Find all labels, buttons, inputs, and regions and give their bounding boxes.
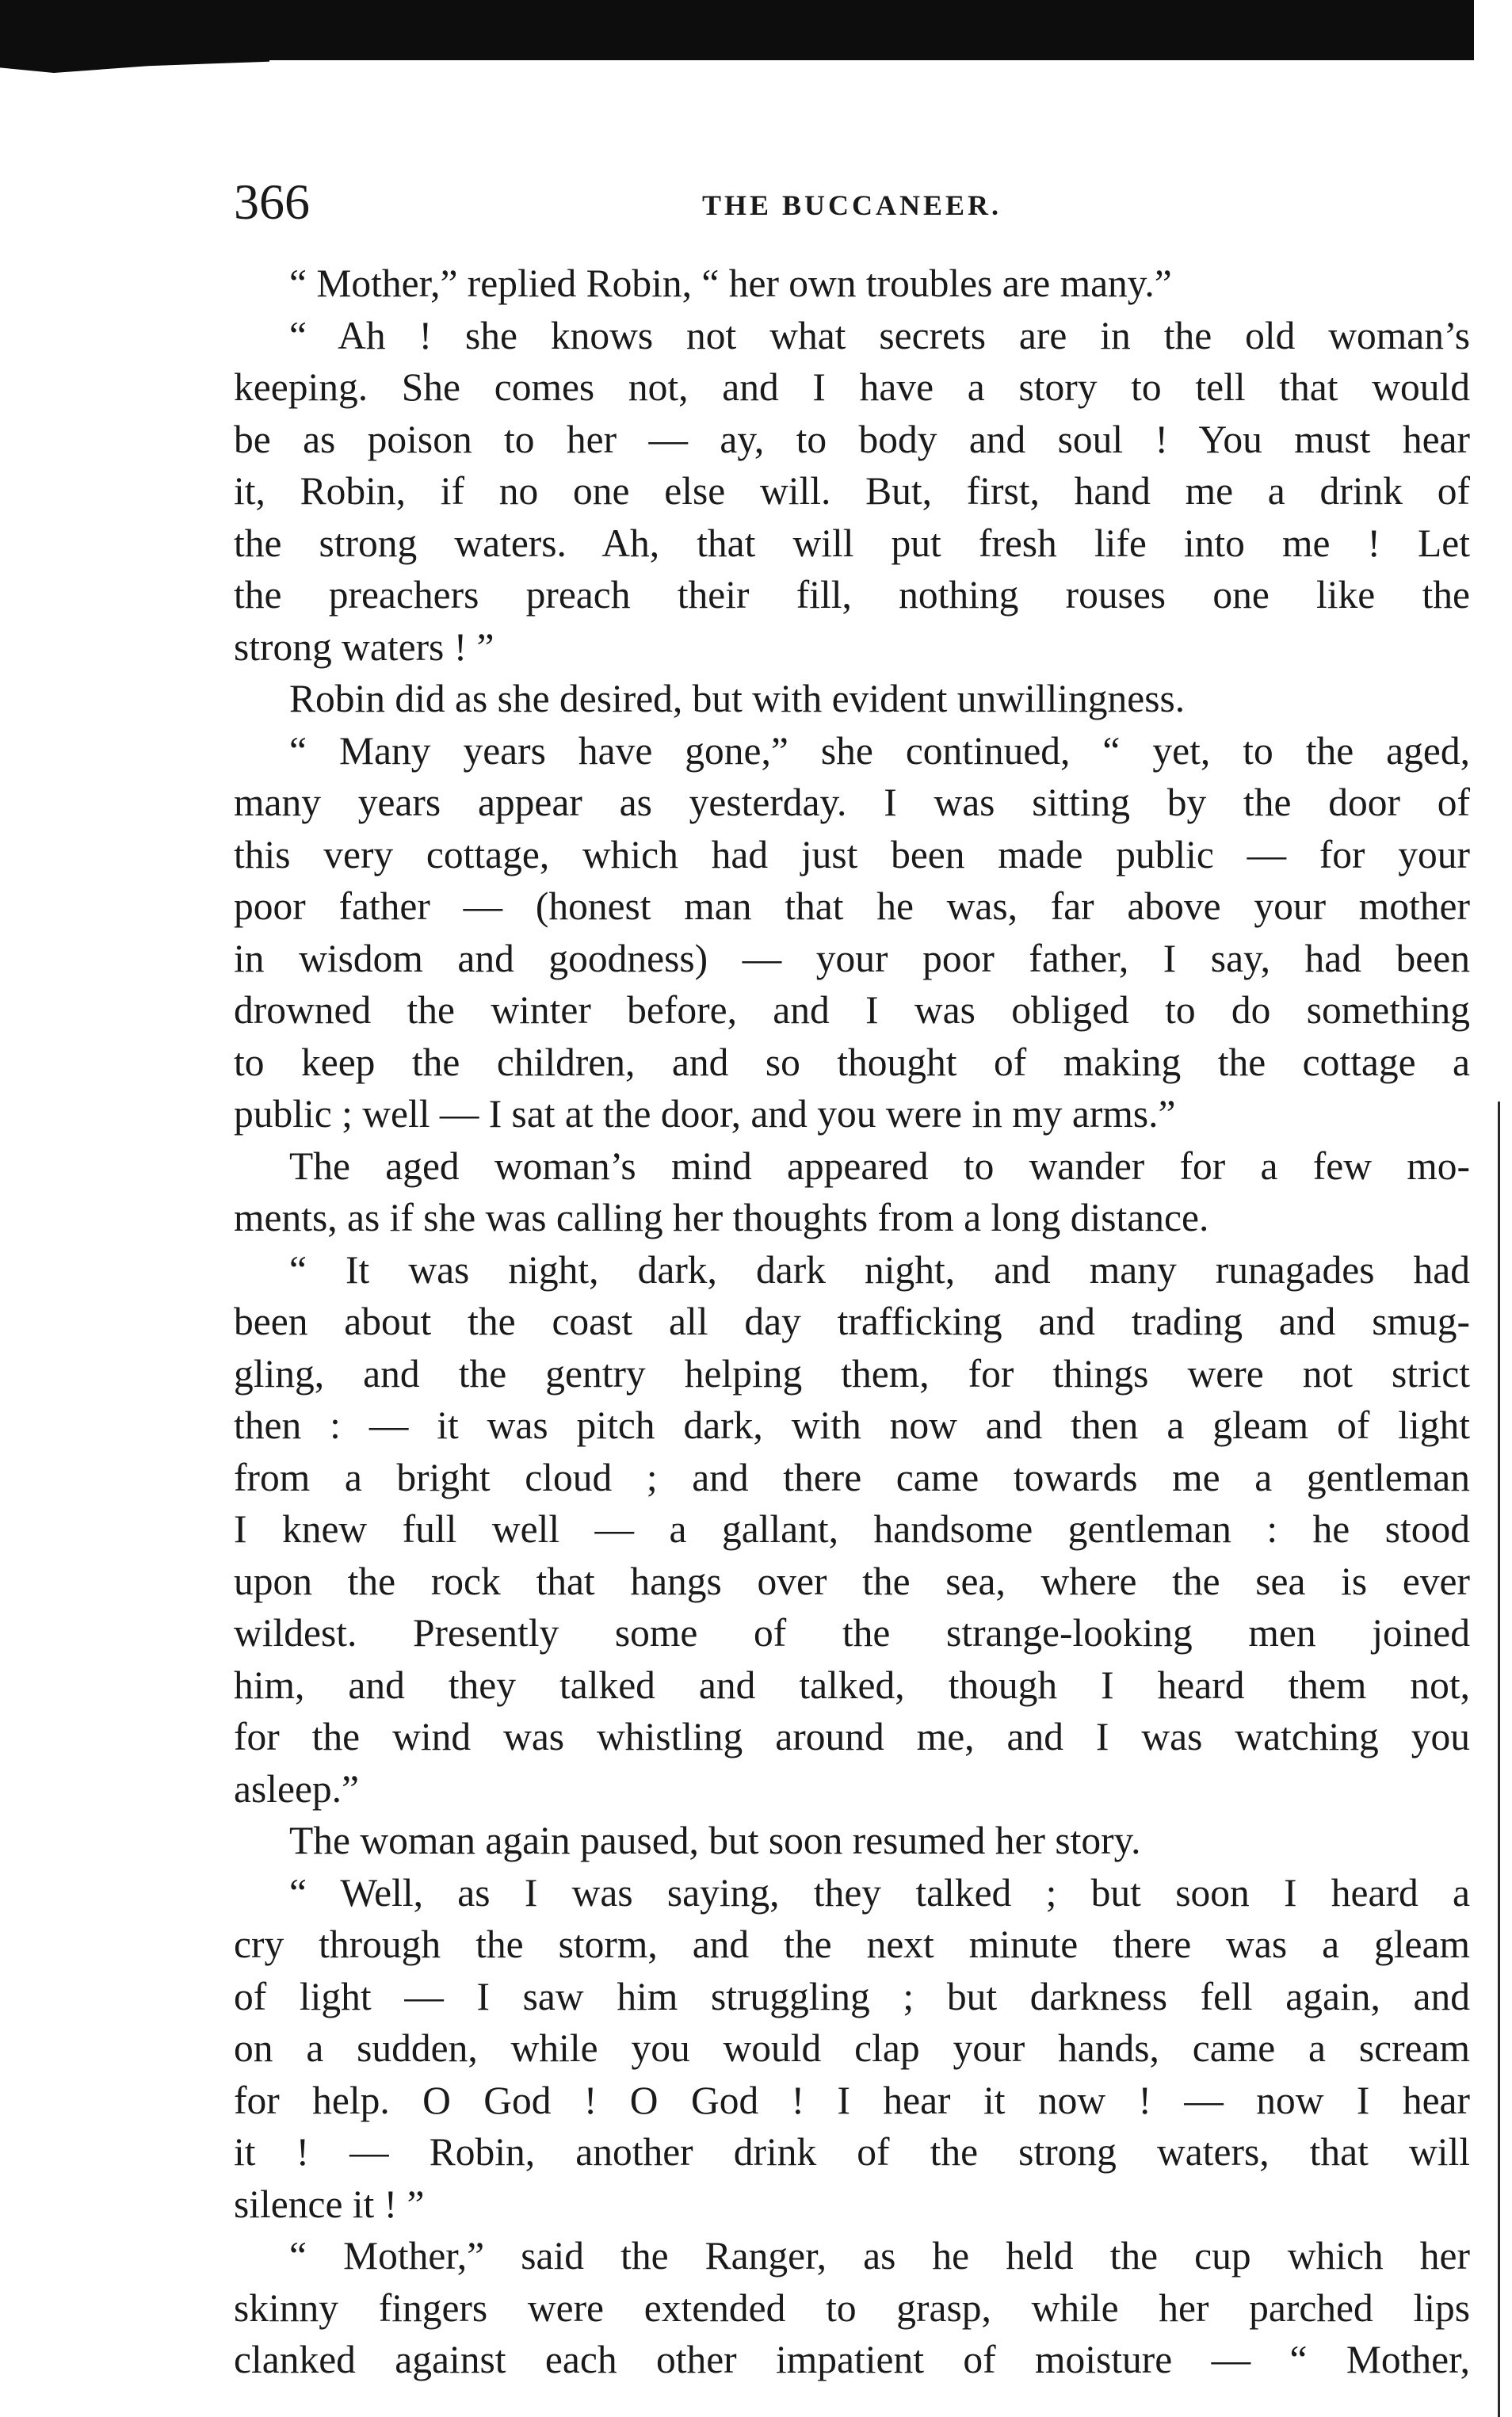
text-line: “ It was night, dark, dark night, and many runagades had <box>289 1247 1470 1292</box>
text-line: drowned the winter before, and I was obliged to do something <box>234 988 1470 1032</box>
page-gutter-rule <box>1498 1102 1500 2417</box>
text-line: in wisdom and goodness) — your poor father, I say, had been <box>234 936 1470 980</box>
text-line: silence it ! ” <box>234 2182 425 2226</box>
text-line: of light — I saw him struggling ; but darkness fell again, and <box>234 1974 1470 2018</box>
text-line: “ Mother,” replied Robin, “ her own troubles are many.” <box>289 262 1172 305</box>
text-line: the strong waters. Ah, that will put fresh life into me ! Let <box>234 521 1470 565</box>
text-line: asleep.” <box>234 1766 360 1811</box>
text-line: for help. O God ! O God ! I hear it now ! — now I hear <box>234 2078 1470 2122</box>
text-line: I knew full well — a gallant, handsome gentleman : he stood <box>234 1507 1470 1551</box>
text-line: for the wind was whistling around me, and I was watching you <box>234 1715 1470 1758</box>
text-line: from a bright cloud ; and there came towards me a gentleman <box>234 1455 1470 1499</box>
text-line: the preachers preach their fill, nothing rouses one like the <box>234 573 1470 617</box>
text-line: “ Ah ! she knows not what secrets are in the old woman’s <box>289 313 1470 357</box>
text-line: cry through the storm, and the next minute there was a gleam <box>234 1923 1470 1966</box>
body-text <box>234 258 1470 2386</box>
text-line: to keep the children, and so thought of making the cottage a <box>234 1040 1470 1084</box>
scan-edge-shadow <box>0 55 269 73</box>
text-line: “ Many years have gone,” she continued, “ yet, to the aged, <box>289 728 1470 773</box>
text-line: clanked against each other impatient of moisture — “ Mother, <box>234 2338 1470 2381</box>
page-header <box>234 170 1470 234</box>
text-line: then : — it was pitch dark, with now and then a gleam of light <box>234 1403 1470 1447</box>
text-line: public ; well — I sat at the door, and you were in my arms.” <box>234 1092 1176 1136</box>
text-line: strong waters ! ” <box>234 624 494 669</box>
text-line: it, Robin, if no one else will. But, first, hand me a drink of <box>234 469 1470 513</box>
text-line: The aged woman’s mind appeared to wander for a few mo- <box>289 1144 1470 1188</box>
text-line: him, and they talked and talked, though I heard them not, <box>234 1663 1470 1707</box>
text-line: keeping. She comes not, and I have a story to tell that would <box>234 365 1470 409</box>
page-number: 366 <box>234 174 310 230</box>
text-line: many years appear as yesterday. I was sitting by the door of <box>234 781 1470 824</box>
text-line: The woman again paused, but soon resumed her story. <box>289 1819 1141 1862</box>
text-line: on a sudden, while you would clap your hands, came a scream <box>234 2026 1470 2070</box>
text-line: poor father — (honest man that he was, far above your mother <box>234 884 1470 928</box>
text-line: Robin did as she desired, but with evident unwillingness. <box>289 677 1186 720</box>
text-line: be as poison to her — ay, to body and soul ! You must hear <box>234 417 1470 461</box>
text-line: “ Well, as I was saying, they talked ; but soon I heard a <box>289 1870 1470 1915</box>
text-line: ments, as if she was calling her thoughts from a long distance. <box>234 1196 1209 1239</box>
text-line: gling, and the gentry helping them, for things were not strict <box>234 1351 1470 1396</box>
text-line: wildest. Presently some of the strange-looking men joined <box>234 1611 1470 1655</box>
scan-edge-band <box>0 0 1474 60</box>
text-line: upon the rock that hangs over the sea, where the sea is ever <box>234 1559 1470 1603</box>
text-line: this very cottage, which had just been made public — for your <box>234 832 1470 876</box>
text-line: it ! — Robin, another drink of the strong waters, that will <box>234 2130 1470 2174</box>
running-title: THE BUCCANEER. <box>701 189 1002 221</box>
text-line: “ Mother,” said the Ranger, as he held the cup which her <box>289 2234 1470 2278</box>
text-line: skinny fingers were extended to grasp, while her parched lips <box>234 2285 1470 2330</box>
text-line: been about the coast all day trafficking and trading and smug- <box>234 1300 1470 1343</box>
